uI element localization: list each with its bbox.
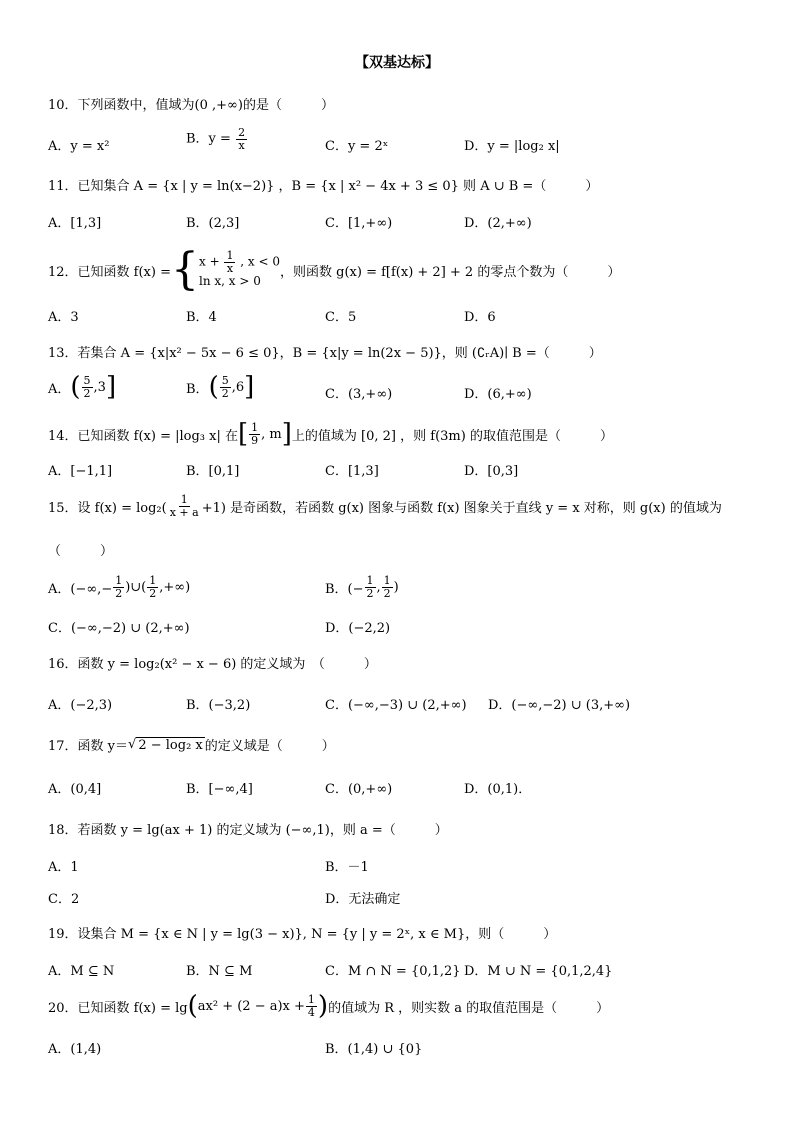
- q19-option-c[interactable]: C．M ∩ N = {0,1,2}: [325, 964, 461, 979]
- q13-option-a-denominator: 2: [83, 386, 91, 400]
- question-17-stem: [48, 735, 335, 754]
- q12-option-d[interactable]: D．6: [464, 310, 496, 325]
- q10-option-c[interactable]: C．y = 2ˣ: [325, 139, 389, 154]
- q18-option-c[interactable]: C．2: [48, 892, 80, 907]
- q14-option-b[interactable]: B．[0,1]: [186, 464, 240, 479]
- q12-option-a[interactable]: A．3: [48, 310, 79, 325]
- question-19-options: [48, 960, 748, 980]
- q15-option-b-numerator-2: 1: [383, 574, 391, 587]
- q12-case-1-denominator: x: [226, 261, 234, 275]
- q13-option-a-right-bracket: ]: [105, 372, 117, 402]
- q20-left-paren: (: [187, 991, 198, 1021]
- q12-case-1-prefix: x +: [199, 254, 220, 269]
- q10-option-b[interactable]: [186, 127, 248, 151]
- q10-option-d[interactable]: D．y = |log₂ x|: [464, 139, 560, 154]
- q16-option-c[interactable]: C．(−∞,−3) ∪ (2,+∞): [325, 698, 467, 713]
- q20-fraction: [306, 994, 317, 1018]
- question-19-stem: 19．设集合 M = {x ∈ N | y = lg(3 − x)}, N = {y | y = 2ˣ, x ∈ M}，则（ ）: [48, 927, 557, 942]
- question-15-options-row1: [48, 575, 748, 605]
- q15-fraction: [168, 494, 201, 518]
- question-18-stem: 18．若函数 y = lg(ax + 1) 的定义域为 (−∞,1)，则 a =（ ）: [48, 823, 448, 838]
- q14-left-bracket: [: [238, 419, 249, 449]
- q19-option-b[interactable]: B．N ⊆ M: [186, 964, 253, 979]
- q12-case-1-condition: , x < 0: [240, 254, 281, 269]
- q13-option-b-numerator: 5: [221, 373, 229, 387]
- q14-fraction: [249, 422, 260, 446]
- q12-option-c[interactable]: C．5: [325, 310, 357, 325]
- q15-option-b-fraction-2: [382, 575, 393, 599]
- question-10-stem: 10．下列函数中，值域为(0 ,+∞)的是（ ）: [48, 98, 334, 113]
- q15-option-b-denominator-1: 2: [366, 586, 374, 600]
- q15-option-a-denominator-2: 2: [149, 586, 157, 600]
- q15-option-c[interactable]: C．(−∞,−2) ∪ (2,+∞): [48, 621, 190, 636]
- q14-option-d[interactable]: D．[0,3]: [464, 464, 519, 479]
- q15-option-a-numerator-2: 1: [149, 574, 157, 587]
- q13-option-b-right-bracket: ]: [244, 372, 255, 402]
- q15-option-a-fraction-2: [147, 575, 158, 599]
- q14-option-a[interactable]: A．[−1,1]: [48, 464, 113, 479]
- q14-denominator: 9: [251, 433, 259, 447]
- q11-option-a[interactable]: A．[1,3]: [48, 216, 102, 231]
- q11-option-c[interactable]: C．[1,+∞): [325, 216, 393, 231]
- q17-sqrt-body: 2 − log₂ x: [138, 737, 203, 753]
- q12-case-1-fraction: [224, 250, 235, 274]
- q12-left-brace: {: [171, 244, 199, 295]
- q17-option-a[interactable]: A．(0,4]: [48, 782, 102, 797]
- section-title: 【双基达标】: [355, 55, 439, 71]
- q15-stem-prefix: 15．设 f(x) = log₂(: [48, 500, 167, 516]
- q15-option-a-union: )∪(: [125, 579, 147, 595]
- q15-option-d[interactable]: D．(−2,2): [325, 621, 391, 636]
- q14-option-c[interactable]: C．[1,3]: [325, 464, 379, 479]
- q13-option-b[interactable]: [186, 374, 254, 400]
- question-20-stem: [48, 990, 609, 1022]
- q13-option-b-left-paren: (: [208, 372, 219, 402]
- q12-stem-suffix: ，则函数 g(x) = f[f(x) + 2] + 2 的零点个数为（ ）: [280, 264, 621, 280]
- q15-option-b-numerator-1: 1: [366, 574, 374, 587]
- q13-option-b-fraction: [220, 375, 231, 399]
- q13-option-a-prefix: A．: [48, 381, 71, 397]
- q20-stem-suffix: 的值域为 R ，则实数 a 的取值范围是（ ）: [328, 1000, 610, 1016]
- q20-option-b[interactable]: B．(1,4) ∪ {0}: [325, 1042, 423, 1057]
- q13-option-a-left-paren: (: [70, 372, 81, 402]
- question-16-stem: 16．函数 y = log₂(x² − x − 6) 的定义域为 （ ）: [48, 657, 377, 672]
- question-11-options: [48, 212, 748, 232]
- q17-sqrt-sign: √: [128, 737, 137, 752]
- q17-option-b[interactable]: B．[−∞,4]: [186, 782, 253, 797]
- q14-interval-end: , m: [261, 426, 282, 442]
- q12-stem-prefix: 12．已知函数 f(x) =: [48, 264, 171, 280]
- q17-stem-prefix: 17．函数 y＝: [48, 739, 129, 754]
- question-14-options: [48, 460, 748, 480]
- question-12-stem: [48, 242, 620, 298]
- q20-option-a[interactable]: A．(1,4): [48, 1042, 102, 1057]
- q13-option-a-fraction: [82, 375, 93, 399]
- q10-option-b-prefix: B．y =: [186, 131, 231, 147]
- question-15-options-row2: [48, 617, 748, 637]
- q20-inner-expression: ax² + (2 − a)x +: [197, 998, 305, 1014]
- q13-option-b-prefix: B．: [186, 381, 209, 397]
- q15-denominator: x + a: [169, 505, 199, 519]
- q10-option-a[interactable]: A．y = x²: [48, 139, 110, 154]
- q15-option-b-denominator-2: 2: [383, 586, 391, 600]
- question-12-options: [48, 306, 748, 326]
- q17-stem-suffix: 的定义域是（ ）: [204, 739, 335, 754]
- q10-option-b-numerator: 2: [238, 126, 246, 139]
- q12-piecewise-cases: [199, 250, 280, 290]
- q18-option-a[interactable]: A．1: [48, 860, 79, 875]
- q18-option-b[interactable]: B．－1: [325, 860, 369, 875]
- q16-option-a[interactable]: A．(−2,3): [48, 698, 113, 713]
- q12-case-2: ln x, x > 0: [199, 274, 261, 289]
- question-15-stem: [48, 490, 722, 522]
- q16-option-d[interactable]: D．(−∞,−2) ∪ (3,+∞): [488, 698, 631, 713]
- q14-stem-suffix: 上的值域为 [0, 2] ，则 f(3m) 的取值范围是（ ）: [291, 428, 613, 444]
- q15-stem-suffix: +1) 是奇函数，若函数 g(x) 图象与函数 f(x) 图象关于直线 y = x 对称，则 g(x) 的值域为: [201, 500, 722, 516]
- q13-option-a-suffix: ,3: [93, 379, 106, 395]
- q13-option-c[interactable]: C．(3,+∞): [325, 387, 393, 402]
- q19-option-d[interactable]: D．M ∪ N = {0,1,2,4}: [464, 964, 613, 979]
- q20-denominator: 4: [307, 1005, 315, 1019]
- question-20-options: [48, 1038, 748, 1058]
- question-10-options: [48, 126, 748, 161]
- q19-option-a[interactable]: A．M ⊆ N: [48, 964, 115, 979]
- question-13-options: [48, 374, 748, 408]
- q15-option-b-fraction-1: [365, 575, 376, 599]
- question-14-stem: [48, 418, 613, 450]
- q12-case-1-numerator: 1: [226, 249, 234, 263]
- question-18-options-row2: [48, 888, 748, 908]
- question-18-options-row1: [48, 856, 748, 876]
- q20-numerator: 1: [307, 992, 315, 1006]
- q14-numerator: 1: [251, 420, 259, 434]
- q15-option-a-suffix: ,+∞): [159, 579, 191, 595]
- question-15-stem-line2: （ ）: [48, 544, 114, 559]
- q16-option-b[interactable]: B．(−3,2): [186, 698, 251, 713]
- q10-option-b-denominator: x: [238, 138, 245, 152]
- q15-option-b-prefix: B．(−: [325, 581, 364, 597]
- q18-option-d[interactable]: D．无法确定: [325, 892, 401, 907]
- q14-stem-prefix: 14．已知函数 f(x) = |log₃ x| 在: [48, 428, 238, 444]
- q15-option-a-fraction-1: [113, 575, 124, 599]
- q13-option-b-suffix: ,6: [231, 379, 245, 395]
- q20-stem-prefix: 20．已知函数 f(x) = lg: [48, 1000, 188, 1016]
- question-11-stem: 11．已知集合 A = {x | y = ln(x−2)} ，B = {x | x² − 4x + 3 ≤ 0} 则 A ∪ B =（ ）: [48, 179, 599, 194]
- q14-right-bracket: ]: [281, 419, 292, 449]
- q20-right-paren: ): [317, 991, 329, 1021]
- q12-option-b[interactable]: B．4: [186, 310, 217, 325]
- q11-option-b[interactable]: B．(2,3]: [186, 216, 240, 231]
- q15-option-a[interactable]: [48, 575, 190, 599]
- q15-option-a-prefix: A．(−∞,−: [48, 581, 113, 597]
- q17-option-c[interactable]: C．(0,+∞): [325, 782, 393, 797]
- q10-option-b-fraction: [236, 127, 247, 151]
- question-16-options: [48, 694, 748, 714]
- q12-case-1: [199, 250, 280, 274]
- q15-option-a-numerator-1: 1: [115, 574, 123, 587]
- q11-option-d[interactable]: D．(2,+∞): [464, 216, 532, 231]
- q17-option-d[interactable]: D．(0,1)．: [464, 782, 532, 797]
- q13-option-d[interactable]: D．(6,+∞): [464, 387, 532, 402]
- q13-option-a[interactable]: [48, 374, 116, 400]
- q13-option-b-denominator: 2: [221, 386, 229, 400]
- q15-option-b-comma: ,: [376, 579, 381, 595]
- question-13-stem: 13．若集合 A = {x|x² − 5x − 6 ≤ 0}，B = {x|y = ln(2x − 5)}，则 (∁ᵣA)∣ B =（ ）: [48, 346, 602, 361]
- q13-option-a-numerator: 5: [83, 373, 91, 387]
- q15-option-a-denominator-1: 2: [115, 586, 123, 600]
- q15-option-b[interactable]: [325, 575, 399, 599]
- q15-option-b-suffix: ): [393, 579, 399, 595]
- q15-numerator: 1: [180, 492, 188, 506]
- question-17-options: [48, 778, 748, 798]
